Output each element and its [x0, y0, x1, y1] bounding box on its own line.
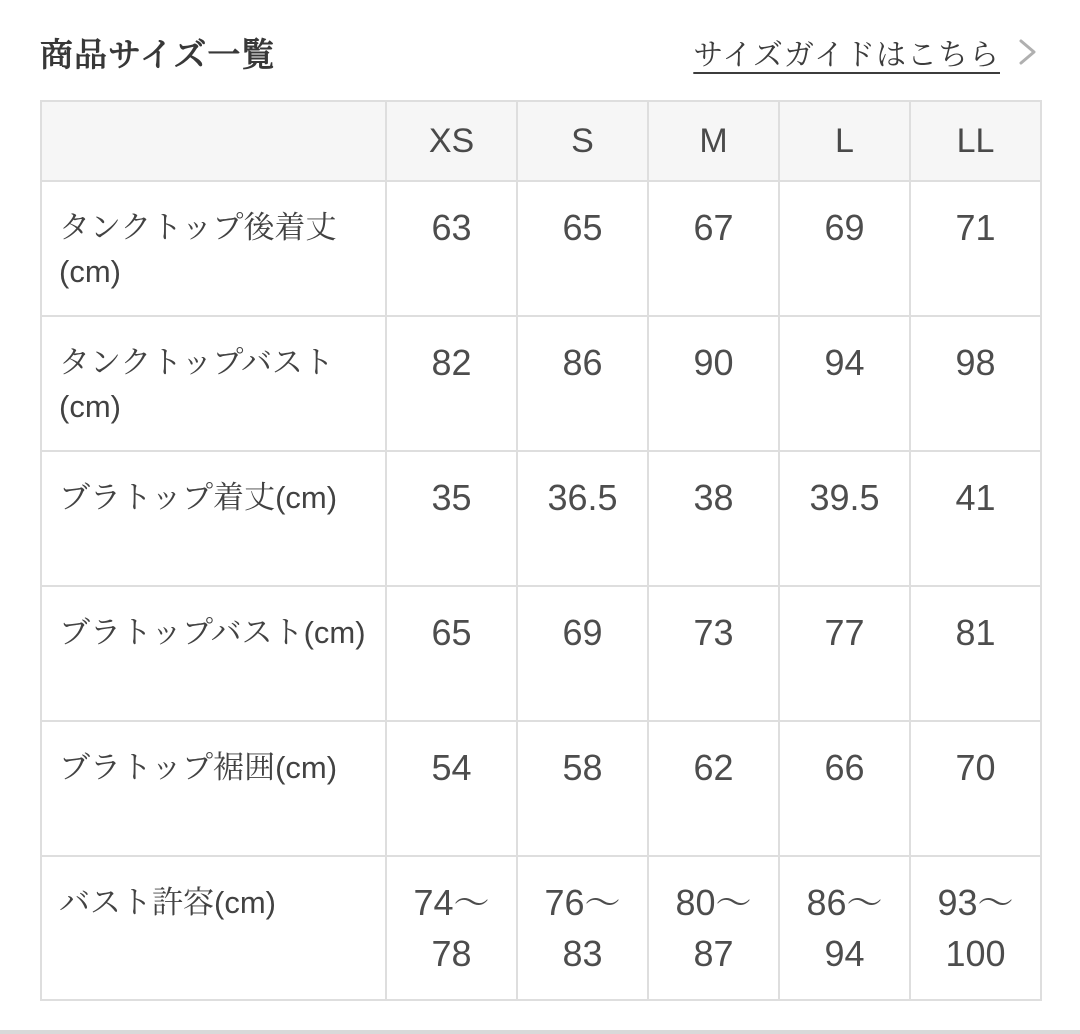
size-value-cell: 86〜94 — [779, 856, 910, 1000]
size-column-header-s: S — [517, 101, 648, 181]
table-row-tanktop-bust — [41, 316, 1041, 451]
size-value-cell: 90 — [648, 316, 779, 451]
table-row-bratop-bust — [41, 586, 1041, 721]
size-column-header-m: M — [648, 101, 779, 181]
corner-cell — [41, 101, 386, 181]
row-label: タンクトップ後着丈(cm) — [41, 181, 386, 316]
size-value-cell: 77 — [779, 586, 910, 721]
size-value-cell: 98 — [910, 316, 1041, 451]
chevron-right-icon[interactable] — [1014, 37, 1040, 67]
size-value-cell: 86 — [517, 316, 648, 451]
table-row-bratop-length — [41, 451, 1041, 586]
row-label: バスト許容(cm) — [41, 856, 386, 1000]
size-column-header-xs: XS — [386, 101, 517, 181]
size-value-cell: 70 — [910, 721, 1041, 856]
size-value-cell: 35 — [386, 451, 517, 586]
size-value-cell: 66 — [779, 721, 910, 856]
size-column-header-l: L — [779, 101, 910, 181]
section-divider — [0, 1030, 1080, 1034]
size-value-cell: 93〜100 — [910, 856, 1041, 1000]
size-value-cell: 80〜87 — [648, 856, 779, 1000]
table-row-bratop-hem — [41, 721, 1041, 856]
size-value-cell: 65 — [386, 586, 517, 721]
size-value-cell: 38 — [648, 451, 779, 586]
size-table — [40, 100, 1042, 1001]
size-header-row — [41, 101, 1041, 181]
size-value-cell: 69 — [517, 586, 648, 721]
table-row-tanktop-back-length — [41, 181, 1041, 316]
size-value-cell: 69 — [779, 181, 910, 316]
size-guide-link[interactable] — [693, 30, 1040, 74]
row-label: ブラトップ裾囲(cm) — [41, 721, 386, 856]
size-section-header — [40, 0, 1040, 100]
page-title: 商品サイズ一覧 — [40, 35, 276, 73]
size-value-cell: 58 — [517, 721, 648, 856]
size-column-header-ll: LL — [910, 101, 1041, 181]
size-value-cell: 82 — [386, 316, 517, 451]
size-value-cell: 36.5 — [517, 451, 648, 586]
size-value-cell: 94 — [779, 316, 910, 451]
size-value-cell: 39.5 — [779, 451, 910, 586]
size-value-cell: 62 — [648, 721, 779, 856]
size-value-cell: 81 — [910, 586, 1041, 721]
size-value-cell: 67 — [648, 181, 779, 316]
size-value-cell: 65 — [517, 181, 648, 316]
size-value-cell: 41 — [910, 451, 1041, 586]
row-label: タンクトップバスト(cm) — [41, 316, 386, 451]
size-value-cell: 54 — [386, 721, 517, 856]
table-row-bust-allowance — [41, 856, 1041, 1000]
size-value-cell: 76〜83 — [517, 856, 648, 1000]
row-label: ブラトップバスト(cm) — [41, 586, 386, 721]
size-value-cell: 73 — [648, 586, 779, 721]
size-value-cell: 71 — [910, 181, 1041, 316]
size-value-cell: 74〜78 — [386, 856, 517, 1000]
size-value-cell: 63 — [386, 181, 517, 316]
row-label: ブラトップ着丈(cm) — [41, 451, 386, 586]
size-guide-link-label[interactable]: サイズガイドはこちら — [693, 39, 1000, 72]
